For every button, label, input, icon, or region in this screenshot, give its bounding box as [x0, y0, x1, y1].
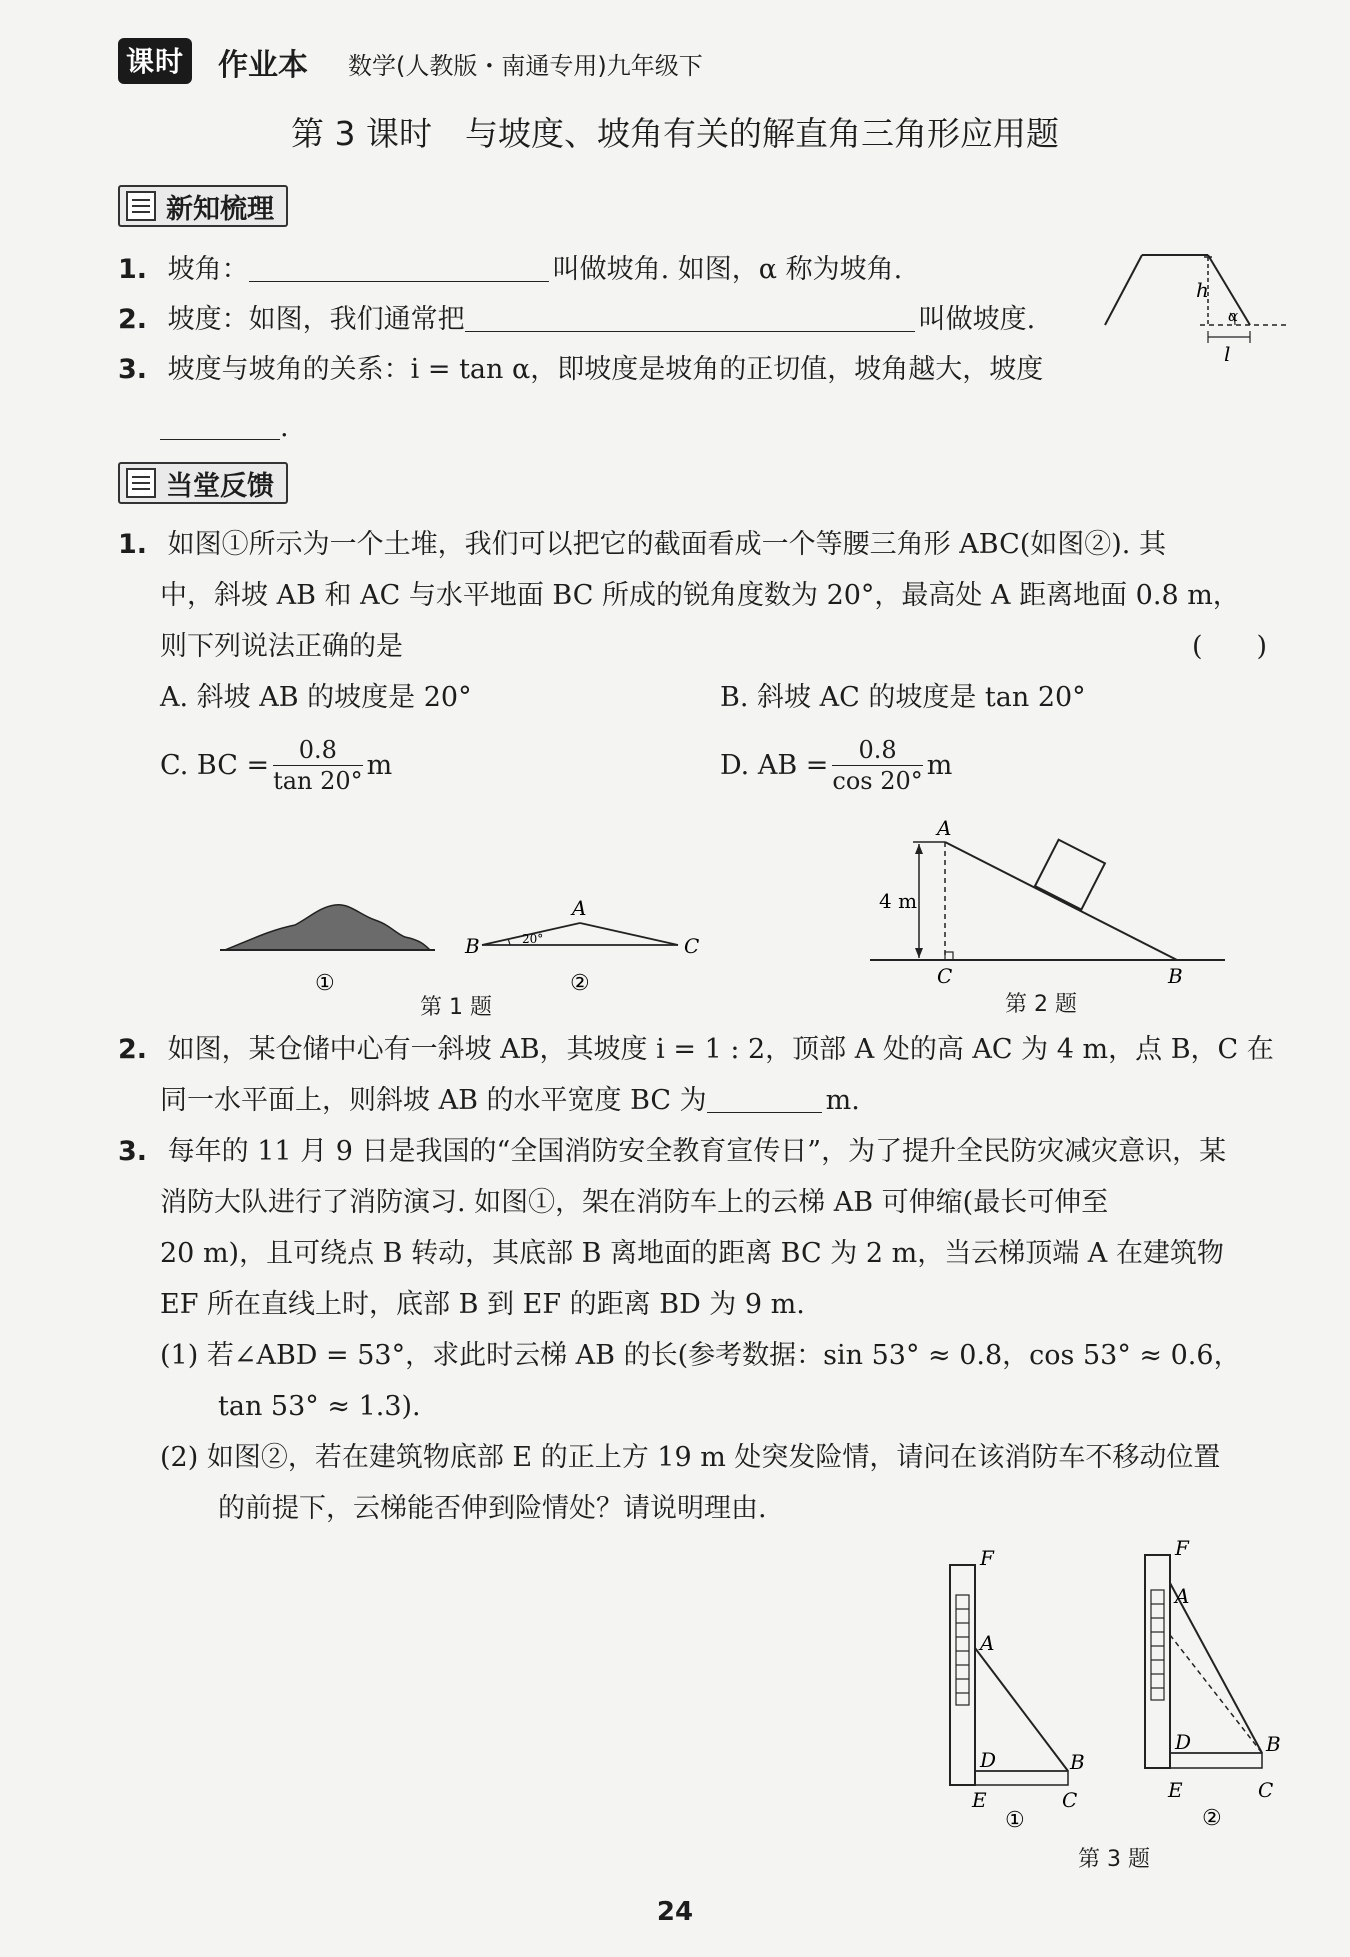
fig-label-1: ① — [1005, 1808, 1025, 1833]
item-number: 2. — [118, 304, 148, 335]
section-header-new-knowledge — [118, 185, 288, 227]
figure-q2 — [865, 810, 1230, 990]
fig-label-2: ② — [1202, 1806, 1222, 1831]
label-C: C — [1258, 1778, 1274, 1802]
answer-paren[interactable]: ( ) — [1192, 631, 1268, 662]
denominator: tan 20° — [273, 767, 363, 795]
label-B: B — [1266, 1732, 1281, 1756]
item-text: 叫做坡角. 如图，α 称为坡角. — [552, 254, 903, 285]
label-F: F — [980, 1546, 994, 1570]
option-c-label: C. BC = — [160, 749, 270, 781]
item-text: 坡角： — [167, 254, 249, 285]
q1-line-1 — [118, 525, 1166, 565]
answer-blank[interactable] — [160, 409, 280, 440]
label-A: A — [937, 816, 952, 840]
option-d-label: D. AB = — [720, 749, 829, 781]
label-B: B — [1168, 964, 1183, 988]
option-b[interactable]: B. 斜坡 AC 的坡度是 tan 20° — [720, 682, 1086, 713]
q2-line-1 — [118, 1030, 1274, 1070]
label-B: B — [465, 934, 480, 958]
question-number: 1. — [118, 529, 148, 560]
q3-line-4: EF 所在直线上时，底部 B 到 EF 的距离 BD 为 9 m. — [160, 1289, 805, 1320]
label-C: C — [684, 934, 700, 958]
numerator: 0.8 — [832, 735, 922, 766]
section-header-class-feedback — [118, 462, 288, 504]
q3-line-2: 消防大队进行了消防演习. 如图①，架在消防车上的云梯 AB 可伸缩(最长可伸至 — [160, 1187, 1109, 1218]
question-text: 每年的 11 月 9 日是我国的“全国消防安全教育宣传日”，为了提升全民防灾减灾意识，某 — [167, 1136, 1227, 1167]
knowledge-item-3-cont — [160, 408, 289, 448]
section-title: 当堂反馈 — [166, 470, 274, 502]
q2-line-2 — [160, 1081, 860, 1121]
unit: m — [366, 749, 393, 781]
q1-line-2: 中，斜坡 AB 和 AC 与水平地面 BC 所成的锐角度数为 20°，最高处 A 距离地面 0.8 m， — [160, 580, 1240, 611]
notebook-icon — [126, 191, 156, 221]
question-text: 同一水平面上，则斜坡 AB 的水平宽度 BC 为 — [160, 1085, 707, 1116]
series-name: 作业本 — [218, 48, 308, 83]
figure-q3 — [940, 1535, 1285, 1840]
label-A: A — [572, 896, 587, 920]
option-a[interactable]: A. 斜坡 AB 的坡度是 20° — [160, 682, 472, 713]
section-title: 新知梳理 — [166, 193, 274, 225]
label-alpha: α — [1228, 307, 1239, 325]
item-number: 1. — [118, 254, 148, 285]
item-text: 叫做坡度. — [918, 304, 1036, 335]
q3-sub1-line-1: (1) 若∠ABD = 53°，求此时云梯 AB 的长(参考数据：sin 53° ≈ 0.8，cos 53° ≈ 0.6， — [160, 1340, 1241, 1371]
label-B: B — [1070, 1750, 1085, 1774]
item-text: . — [280, 412, 289, 443]
subject-label: 数学(人教版・南通专用)九年级下 — [348, 52, 703, 80]
answer-blank[interactable] — [465, 301, 915, 332]
caption-q1: 第 1 题 — [420, 995, 492, 1020]
label-C: C — [1062, 1788, 1078, 1812]
label-h: h — [1196, 278, 1209, 302]
option-c[interactable] — [160, 735, 392, 796]
label-A: A — [1175, 1584, 1190, 1608]
answer-blank[interactable] — [707, 1082, 822, 1113]
question-text: 如图，某仓储中心有一斜坡 AB，其坡度 i = 1 : 2，顶部 A 处的高 AC 为 4 m，点 B，C 在 — [167, 1034, 1274, 1065]
series-logo: 课时 — [118, 38, 192, 84]
fig-label-1: ① — [315, 971, 335, 996]
label-C: C — [937, 964, 953, 988]
q3-sub1-line-2: tan 53° ≈ 1.3). — [218, 1391, 421, 1422]
item-number: 3. — [118, 354, 148, 385]
answer-blank[interactable] — [249, 251, 549, 282]
knowledge-item-3 — [118, 350, 1043, 390]
q1-line-3: 则下列说法正确的是 — [160, 631, 403, 662]
label-E: E — [972, 1788, 987, 1812]
label-D: D — [980, 1748, 997, 1772]
question-text: m. — [825, 1085, 860, 1116]
denominator: cos 20° — [832, 767, 923, 795]
knowledge-item-1 — [118, 250, 902, 290]
numerator: 0.8 — [273, 735, 363, 766]
fig-label-2: ② — [570, 971, 590, 996]
fraction — [832, 735, 922, 796]
label-E: E — [1168, 1778, 1183, 1802]
fraction — [273, 735, 363, 796]
q3-line-1 — [118, 1132, 1226, 1172]
slope-figure — [1100, 245, 1295, 370]
lesson-title: 第 3 课时 与坡度、坡角有关的解直角三角形应用题 — [291, 114, 1059, 153]
height-label: 4 m — [879, 889, 918, 913]
unit: m — [926, 749, 953, 781]
question-number: 3. — [118, 1136, 148, 1167]
pencil-icon — [126, 468, 156, 498]
q3-sub2-line-2: 的前提下，云梯能否伸到险情处？请说明理由. — [218, 1493, 767, 1524]
angle-label: 20° — [522, 932, 544, 946]
label-l: l — [1224, 342, 1231, 366]
q3-sub2-line-1: (2) 如图②，若在建筑物底部 E 的正上方 19 m 处突发险情，请问在该消防车不移动位置 — [160, 1442, 1221, 1473]
knowledge-item-2 — [118, 300, 1035, 340]
question-number: 2. — [118, 1034, 148, 1065]
caption-q2: 第 2 题 — [1005, 992, 1077, 1017]
label-D: D — [1175, 1730, 1192, 1754]
label-A: A — [980, 1631, 995, 1655]
page-number: 24 — [656, 1897, 694, 1927]
option-d[interactable] — [720, 735, 952, 796]
q3-line-3: 20 m)，且可绕点 B 转动，其底部 B 离地面的距离 BC 为 2 m，当云梯顶端 A 在建筑物 — [160, 1238, 1224, 1269]
caption-q3: 第 3 题 — [1078, 1847, 1150, 1872]
item-text: 坡度：如图，我们通常把 — [167, 304, 465, 335]
item-text: 坡度与坡角的关系：i = tan α，即坡度是坡角的正切值，坡角越大，坡度 — [167, 354, 1044, 385]
question-text: 如图①所示为一个土堆，我们可以把它的截面看成一个等腰三角形 ABC(如图②). 其 — [167, 529, 1166, 560]
label-F: F — [1175, 1536, 1189, 1560]
